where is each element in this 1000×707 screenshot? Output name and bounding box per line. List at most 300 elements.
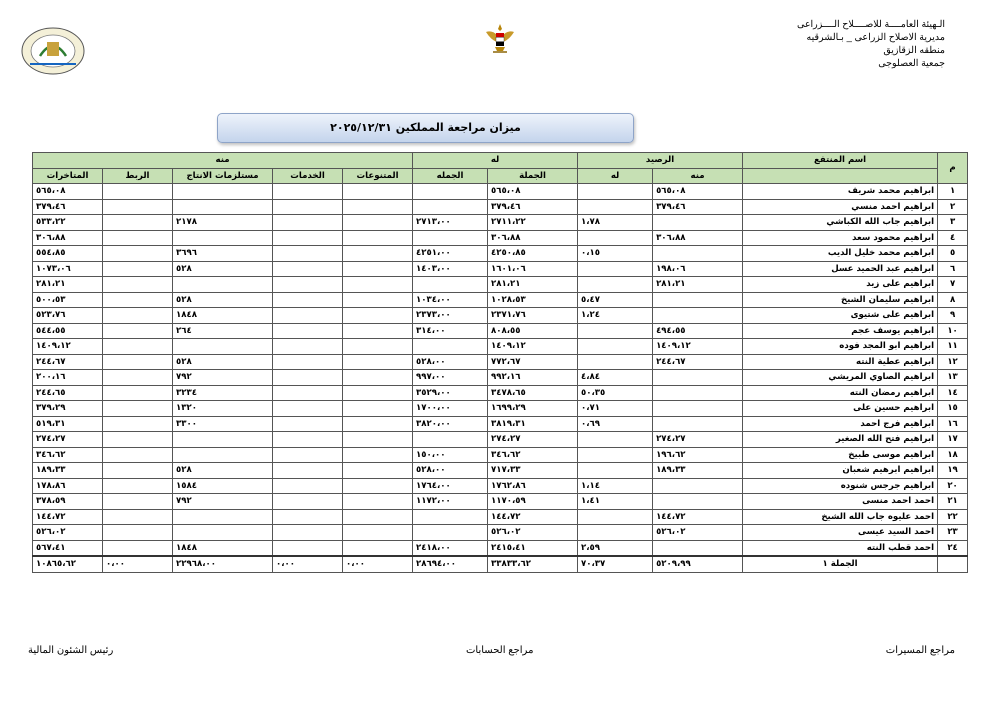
minh-total-cell: ٣٤٧٨،٦٥ bbox=[488, 385, 578, 401]
production-inputs-cell bbox=[173, 230, 273, 246]
lah-total-cell bbox=[413, 525, 488, 541]
balance-lah-cell bbox=[578, 432, 653, 448]
arrears-cell: ٥٥٤،٨٥ bbox=[33, 246, 103, 262]
beneficiary-name-cell: ابراهيم يوسف عجم bbox=[743, 323, 938, 339]
lah-total-cell: ٢٤١٨،٠٠ bbox=[413, 540, 488, 556]
production-inputs-cell bbox=[173, 447, 273, 463]
production-inputs-cell: ٢٦٤ bbox=[173, 323, 273, 339]
services-cell bbox=[273, 277, 343, 293]
assessment-cell bbox=[103, 230, 173, 246]
minh-total-cell: ١٧٦٢،٨٦ bbox=[488, 478, 578, 494]
header-bal-minh: منه bbox=[653, 168, 743, 184]
row-num-cell: ٢٠ bbox=[938, 478, 968, 494]
total-minh-jumla: ٣٣٨٣٣،٦٢ bbox=[488, 556, 578, 572]
row-num-cell: ١ bbox=[938, 184, 968, 200]
assessment-cell bbox=[103, 463, 173, 479]
table-row bbox=[33, 230, 968, 246]
row-num-cell: ٧ bbox=[938, 277, 968, 293]
ministry-logo-icon bbox=[20, 26, 86, 76]
balance-lah-cell: ٠،٧١ bbox=[578, 401, 653, 417]
production-inputs-cell bbox=[173, 199, 273, 215]
assessment-cell bbox=[103, 277, 173, 293]
beneficiary-name-cell: احمد احمد منسى bbox=[743, 494, 938, 510]
header-rabt: الربط bbox=[103, 168, 173, 184]
row-num-cell: ١٧ bbox=[938, 432, 968, 448]
assessment-cell bbox=[103, 525, 173, 541]
balance-minh-cell: ٥٢٦،٠٢ bbox=[653, 525, 743, 541]
lah-total-cell: ٣١٤،٠٠ bbox=[413, 323, 488, 339]
table-row bbox=[33, 370, 968, 386]
minh-total-cell: ٢٣٧١،٧٦ bbox=[488, 308, 578, 324]
arrears-cell: ٢٨١،٢١ bbox=[33, 277, 103, 293]
minh-total-cell: ٤٢٥٠،٨٥ bbox=[488, 246, 578, 262]
services-cell bbox=[273, 401, 343, 417]
table-row bbox=[33, 540, 968, 556]
minh-total-cell: ٥٢٦،٠٢ bbox=[488, 525, 578, 541]
table-row bbox=[33, 246, 968, 262]
arrears-cell: ٥٢٦،٠٢ bbox=[33, 525, 103, 541]
row-num-cell: ١٢ bbox=[938, 354, 968, 370]
table-row bbox=[33, 184, 968, 200]
row-num-cell: ١٠ bbox=[938, 323, 968, 339]
assessment-cell bbox=[103, 509, 173, 525]
minh-total-cell: ١٦٠١،٠٦ bbox=[488, 261, 578, 277]
total-mustalzamat: ٢٢٩٦٨،٠٠ bbox=[173, 556, 273, 572]
beneficiary-name-cell: احمد السيد عيسى bbox=[743, 525, 938, 541]
row-num-cell: ٢١ bbox=[938, 494, 968, 510]
beneficiary-name-cell: ابراهيم فرج احمد bbox=[743, 416, 938, 432]
balance-minh-cell bbox=[653, 401, 743, 417]
misc-cell bbox=[343, 261, 413, 277]
header-minh: منه bbox=[33, 153, 413, 169]
header-khadamat: الخدمات bbox=[273, 168, 343, 184]
misc-cell bbox=[343, 401, 413, 417]
arrears-cell: ١٤٠٩،١٢ bbox=[33, 339, 103, 355]
production-inputs-cell bbox=[173, 339, 273, 355]
table-row bbox=[33, 339, 968, 355]
table-row bbox=[33, 215, 968, 231]
arrears-cell: ٥٠٠،٥٣ bbox=[33, 292, 103, 308]
total-label: الجملة ١ bbox=[743, 556, 938, 572]
misc-cell bbox=[343, 370, 413, 386]
row-num-cell: ٢ bbox=[938, 199, 968, 215]
row-num-cell: ١٨ bbox=[938, 447, 968, 463]
table-row bbox=[33, 416, 968, 432]
minh-total-cell: ٢٨١،٢١ bbox=[488, 277, 578, 293]
balance-minh-cell bbox=[653, 478, 743, 494]
balance-minh-cell: ٢٧٤،٢٧ bbox=[653, 432, 743, 448]
minh-total-cell: ٨٠٨،٥٥ bbox=[488, 323, 578, 339]
minh-total-cell: ٢٤١٥،٤١ bbox=[488, 540, 578, 556]
misc-cell bbox=[343, 339, 413, 355]
total-bal-lah: ٧٠،٣٧ bbox=[578, 556, 653, 572]
balance-minh-cell: ٢٨١،٢١ bbox=[653, 277, 743, 293]
table-row bbox=[33, 292, 968, 308]
table-row bbox=[33, 261, 968, 277]
assessment-cell bbox=[103, 494, 173, 510]
lah-total-cell: ١٤٠٣،٠٠ bbox=[413, 261, 488, 277]
minh-total-cell: ٣٧٩،٤٦ bbox=[488, 199, 578, 215]
balance-minh-cell bbox=[653, 246, 743, 262]
total-bal-minh: ٥٢٠٩،٩٩ bbox=[653, 556, 743, 572]
lah-total-cell bbox=[413, 432, 488, 448]
lah-total-cell: ١٧٠٠،٠٠ bbox=[413, 401, 488, 417]
misc-cell bbox=[343, 432, 413, 448]
lah-total-cell: ٢٧١٣،٠٠ bbox=[413, 215, 488, 231]
services-cell bbox=[273, 385, 343, 401]
total-mutanawiat: ٠،٠٠ bbox=[343, 556, 413, 572]
table-row bbox=[33, 525, 968, 541]
production-inputs-cell: ٣٢٣٤ bbox=[173, 385, 273, 401]
production-inputs-cell bbox=[173, 277, 273, 293]
row-num-cell: ٩ bbox=[938, 308, 968, 324]
row-num-cell: ٤ bbox=[938, 230, 968, 246]
beneficiary-name-cell: ابراهيم محمود سعد bbox=[743, 230, 938, 246]
row-num-cell: ٢٤ bbox=[938, 540, 968, 556]
assessment-cell bbox=[103, 184, 173, 200]
minh-total-cell: ٩٩٢،١٦ bbox=[488, 370, 578, 386]
services-cell bbox=[273, 494, 343, 510]
arrears-cell: ٢٤٤،٦٧ bbox=[33, 354, 103, 370]
arrears-cell: ٣٧٩،٢٩ bbox=[33, 401, 103, 417]
arrears-cell: ١٠٧٣،٠٦ bbox=[33, 261, 103, 277]
beneficiary-name-cell: ابراهيم رمضان النته bbox=[743, 385, 938, 401]
beneficiary-name-cell: ابراهيم ابرهيم شعبان bbox=[743, 463, 938, 479]
arrears-cell: ٢٤٤،٦٥ bbox=[33, 385, 103, 401]
beneficiary-name-cell: ابراهيم محمد شريف bbox=[743, 184, 938, 200]
assessment-cell bbox=[103, 199, 173, 215]
production-inputs-cell: ٥٢٨ bbox=[173, 463, 273, 479]
lah-total-cell bbox=[413, 509, 488, 525]
balance-minh-cell bbox=[653, 540, 743, 556]
balance-lah-cell bbox=[578, 199, 653, 215]
balance-lah-cell: ٠،١٥ bbox=[578, 246, 653, 262]
balance-minh-cell: ١٨٩،٣٣ bbox=[653, 463, 743, 479]
balance-minh-cell bbox=[653, 292, 743, 308]
balance-minh-cell: ١٤٤،٧٢ bbox=[653, 509, 743, 525]
misc-cell bbox=[343, 509, 413, 525]
minh-total-cell: ١٤٤،٧٢ bbox=[488, 509, 578, 525]
arrears-cell: ٥٢٣،٧٦ bbox=[33, 308, 103, 324]
services-cell bbox=[273, 246, 343, 262]
arrears-cell: ٣٧٨،٥٩ bbox=[33, 494, 103, 510]
lah-total-cell: ١٠٣٤،٠٠ bbox=[413, 292, 488, 308]
production-inputs-cell: ١٥٨٤ bbox=[173, 478, 273, 494]
misc-cell bbox=[343, 292, 413, 308]
misc-cell bbox=[343, 494, 413, 510]
arrears-cell: ٥١٩،٣١ bbox=[33, 416, 103, 432]
org-line-3: منطقه الزقازيق bbox=[883, 45, 945, 56]
balance-lah-cell: ٢،٥٩ bbox=[578, 540, 653, 556]
row-num-cell: ٨ bbox=[938, 292, 968, 308]
lah-total-cell: ٢٣٧٣،٠٠ bbox=[413, 308, 488, 324]
services-cell bbox=[273, 432, 343, 448]
beneficiary-name-cell: احمد عليوه جاب الله الشيخ bbox=[743, 509, 938, 525]
services-cell bbox=[273, 370, 343, 386]
balance-minh-cell: ١٤٠٩،١٢ bbox=[653, 339, 743, 355]
trial-balance-table bbox=[32, 152, 968, 573]
signature-finance-head: رئيس الشئون المالية bbox=[28, 645, 114, 656]
arrears-cell: ١٨٩،٣٣ bbox=[33, 463, 103, 479]
production-inputs-cell bbox=[173, 509, 273, 525]
assessment-cell bbox=[103, 401, 173, 417]
production-inputs-cell bbox=[173, 432, 273, 448]
row-num-cell: ١١ bbox=[938, 339, 968, 355]
misc-cell bbox=[343, 478, 413, 494]
beneficiary-name-cell: ابراهيم سليمان الشيخ bbox=[743, 292, 938, 308]
production-inputs-cell: ٥٢٨ bbox=[173, 261, 273, 277]
misc-cell bbox=[343, 230, 413, 246]
total-lah-jumla: ٢٨٦٩٤،٠٠ bbox=[413, 556, 488, 572]
misc-cell bbox=[343, 246, 413, 262]
beneficiary-name-cell: ابراهيم محمد خليل الديب bbox=[743, 246, 938, 262]
table-row bbox=[33, 199, 968, 215]
production-inputs-cell: ٣٦٩٦ bbox=[173, 246, 273, 262]
table-row bbox=[33, 323, 968, 339]
assessment-cell bbox=[103, 292, 173, 308]
minh-total-cell: ٥٦٥،٠٨ bbox=[488, 184, 578, 200]
balance-lah-cell: ٥،٤٧ bbox=[578, 292, 653, 308]
arrears-cell: ٢٠٠،١٦ bbox=[33, 370, 103, 386]
arrears-cell: ٥٣٣،٢٢ bbox=[33, 215, 103, 231]
total-mutakhirat: ١٠٨٦٥،٦٢ bbox=[33, 556, 103, 572]
balance-minh-cell bbox=[653, 385, 743, 401]
misc-cell bbox=[343, 540, 413, 556]
misc-cell bbox=[343, 277, 413, 293]
balance-lah-cell bbox=[578, 354, 653, 370]
balance-lah-cell bbox=[578, 261, 653, 277]
row-num-cell: ٦ bbox=[938, 261, 968, 277]
row-num-cell: ٢٢ bbox=[938, 509, 968, 525]
misc-cell bbox=[343, 525, 413, 541]
assessment-cell bbox=[103, 323, 173, 339]
report-title: ميزان مراجعة المملكين ٢٠٢٥/١٢/٣١ bbox=[217, 113, 634, 143]
minh-total-cell: ٣٨١٩،٣١ bbox=[488, 416, 578, 432]
beneficiary-name-cell: ابراهيم عبد الحميد عسل bbox=[743, 261, 938, 277]
lah-total-cell bbox=[413, 199, 488, 215]
minh-total-cell: ١٦٩٩،٢٩ bbox=[488, 401, 578, 417]
beneficiary-name-cell: ابراهيم جرجس شنوده bbox=[743, 478, 938, 494]
row-num-cell: ١٩ bbox=[938, 463, 968, 479]
row-num-cell: ١٣ bbox=[938, 370, 968, 386]
balance-minh-cell bbox=[653, 416, 743, 432]
balance-lah-cell bbox=[578, 509, 653, 525]
assessment-cell bbox=[103, 478, 173, 494]
total-row bbox=[33, 556, 968, 572]
header-minh-jumla: الجملة bbox=[488, 168, 578, 184]
lah-total-cell bbox=[413, 339, 488, 355]
production-inputs-cell: ٧٩٢ bbox=[173, 370, 273, 386]
assessment-cell bbox=[103, 370, 173, 386]
services-cell bbox=[273, 215, 343, 231]
balance-minh-cell bbox=[653, 494, 743, 510]
services-cell bbox=[273, 230, 343, 246]
minh-total-cell: ٢٧١١،٢٢ bbox=[488, 215, 578, 231]
lah-total-cell: ١٥٠،٠٠ bbox=[413, 447, 488, 463]
balance-minh-cell: ٣٠٦،٨٨ bbox=[653, 230, 743, 246]
minh-total-cell: ١٠٢٨،٥٣ bbox=[488, 292, 578, 308]
header-name-blank bbox=[743, 168, 938, 184]
lah-total-cell: ٤٢٥١،٠٠ bbox=[413, 246, 488, 262]
table-row bbox=[33, 354, 968, 370]
balance-lah-cell bbox=[578, 525, 653, 541]
row-num-cell: ١٤ bbox=[938, 385, 968, 401]
beneficiary-name-cell: ابراهيم فتح الله الصغير bbox=[743, 432, 938, 448]
arrears-cell: ٥٦٧،٤١ bbox=[33, 540, 103, 556]
arrears-cell: ٢٧٤،٢٧ bbox=[33, 432, 103, 448]
beneficiary-name-cell: ابراهيم عطية النته bbox=[743, 354, 938, 370]
header-name: اسم المنتفع bbox=[743, 153, 938, 169]
services-cell bbox=[273, 339, 343, 355]
lah-total-cell: ٥٢٨،٠٠ bbox=[413, 463, 488, 479]
minh-total-cell: ٧١٧،٣٣ bbox=[488, 463, 578, 479]
production-inputs-cell: ٥٢٨ bbox=[173, 354, 273, 370]
assessment-cell bbox=[103, 540, 173, 556]
balance-minh-cell bbox=[653, 308, 743, 324]
signature-payroll-auditor: مراجع المسيرات bbox=[885, 645, 955, 656]
arrears-cell: ٣٤٦،٦٢ bbox=[33, 447, 103, 463]
services-cell bbox=[273, 463, 343, 479]
beneficiary-name-cell: ابراهيم حسين على bbox=[743, 401, 938, 417]
minh-total-cell: ١٤٠٩،١٢ bbox=[488, 339, 578, 355]
row-num-cell: ١٥ bbox=[938, 401, 968, 417]
minh-total-cell: ٢٧٤،٢٧ bbox=[488, 432, 578, 448]
org-line-1: الـهيئة العامــــة للاصــــلاح الــــزراعى bbox=[796, 19, 945, 30]
table-row bbox=[33, 277, 968, 293]
balance-lah-cell bbox=[578, 339, 653, 355]
lah-total-cell bbox=[413, 230, 488, 246]
balance-lah-cell bbox=[578, 463, 653, 479]
balance-lah-cell bbox=[578, 447, 653, 463]
assessment-cell bbox=[103, 432, 173, 448]
table-row bbox=[33, 494, 968, 510]
header-num: م bbox=[938, 153, 968, 184]
misc-cell bbox=[343, 385, 413, 401]
balance-lah-cell: ٥٠،٣٥ bbox=[578, 385, 653, 401]
organization-header bbox=[725, 18, 945, 70]
header-lah: له bbox=[413, 153, 578, 169]
services-cell bbox=[273, 509, 343, 525]
services-cell bbox=[273, 525, 343, 541]
production-inputs-cell: ٧٩٢ bbox=[173, 494, 273, 510]
production-inputs-cell: ١٣٢٠ bbox=[173, 401, 273, 417]
balance-lah-cell: ١،٧٨ bbox=[578, 215, 653, 231]
lah-total-cell: ٥٢٨،٠٠ bbox=[413, 354, 488, 370]
balance-lah-cell bbox=[578, 277, 653, 293]
balance-lah-cell bbox=[578, 184, 653, 200]
assessment-cell bbox=[103, 261, 173, 277]
minh-total-cell: ٣٠٦،٨٨ bbox=[488, 230, 578, 246]
misc-cell bbox=[343, 184, 413, 200]
services-cell bbox=[273, 416, 343, 432]
misc-cell bbox=[343, 199, 413, 215]
lah-total-cell: ١١٧٢،٠٠ bbox=[413, 494, 488, 510]
assessment-cell bbox=[103, 354, 173, 370]
lah-total-cell: ٩٩٧،٠٠ bbox=[413, 370, 488, 386]
balance-lah-cell bbox=[578, 323, 653, 339]
lah-total-cell: ٣٨٢٠،٠٠ bbox=[413, 416, 488, 432]
row-num-cell: ١٦ bbox=[938, 416, 968, 432]
arrears-cell: ٥٤٤،٥٥ bbox=[33, 323, 103, 339]
header-mustalzamat: مستلزمات الانتاج bbox=[173, 168, 273, 184]
signature-accounts-auditor: مراجع الحسابات bbox=[466, 645, 534, 656]
balance-lah-cell: ١،١٤ bbox=[578, 478, 653, 494]
misc-cell bbox=[343, 323, 413, 339]
header-lah-jumla: الجمله bbox=[413, 168, 488, 184]
table-row bbox=[33, 509, 968, 525]
beneficiary-name-cell: ابراهيم جاب الله الكباشي bbox=[743, 215, 938, 231]
services-cell bbox=[273, 199, 343, 215]
services-cell bbox=[273, 354, 343, 370]
beneficiary-name-cell: ابراهيم على زيد bbox=[743, 277, 938, 293]
table-row bbox=[33, 401, 968, 417]
total-num-cell bbox=[938, 556, 968, 572]
services-cell bbox=[273, 184, 343, 200]
assessment-cell bbox=[103, 447, 173, 463]
balance-minh-cell: ١٩٨،٠٦ bbox=[653, 261, 743, 277]
assessment-cell bbox=[103, 308, 173, 324]
services-cell bbox=[273, 540, 343, 556]
misc-cell bbox=[343, 416, 413, 432]
table-row bbox=[33, 432, 968, 448]
table-row bbox=[33, 385, 968, 401]
row-num-cell: ٣ bbox=[938, 215, 968, 231]
production-inputs-cell: ٣٣٠٠ bbox=[173, 416, 273, 432]
balance-minh-cell: ٣٧٩،٤٦ bbox=[653, 199, 743, 215]
production-inputs-cell bbox=[173, 525, 273, 541]
lah-total-cell bbox=[413, 184, 488, 200]
balance-lah-cell: ٠،٦٩ bbox=[578, 416, 653, 432]
production-inputs-cell bbox=[173, 184, 273, 200]
total-rabt: ٠،٠٠ bbox=[103, 556, 173, 572]
production-inputs-cell: ٥٢٨ bbox=[173, 292, 273, 308]
misc-cell bbox=[343, 215, 413, 231]
misc-cell bbox=[343, 447, 413, 463]
assessment-cell bbox=[103, 339, 173, 355]
arrears-cell: ١٤٤،٧٢ bbox=[33, 509, 103, 525]
beneficiary-name-cell: ابراهيم ابو المجد فوده bbox=[743, 339, 938, 355]
arrears-cell: ٥٦٥،٠٨ bbox=[33, 184, 103, 200]
table-row bbox=[33, 447, 968, 463]
services-cell bbox=[273, 478, 343, 494]
services-cell bbox=[273, 323, 343, 339]
misc-cell bbox=[343, 354, 413, 370]
balance-minh-cell bbox=[653, 370, 743, 386]
services-cell bbox=[273, 447, 343, 463]
table-row bbox=[33, 308, 968, 324]
arrears-cell: ١٧٨،٨٦ bbox=[33, 478, 103, 494]
production-inputs-cell: ١٨٤٨ bbox=[173, 308, 273, 324]
header-bal-lah: له bbox=[578, 168, 653, 184]
beneficiary-name-cell: احمد قطب النته bbox=[743, 540, 938, 556]
services-cell bbox=[273, 261, 343, 277]
table-row bbox=[33, 463, 968, 479]
misc-cell bbox=[343, 308, 413, 324]
arrears-cell: ٣٧٩،٤٦ bbox=[33, 199, 103, 215]
beneficiary-name-cell: ابراهيم الصاوي المريشي bbox=[743, 370, 938, 386]
balance-lah-cell bbox=[578, 230, 653, 246]
balance-lah-cell: ٤،٨٤ bbox=[578, 370, 653, 386]
balance-minh-cell: ٤٩٤،٥٥ bbox=[653, 323, 743, 339]
row-num-cell: ٥ bbox=[938, 246, 968, 262]
assessment-cell bbox=[103, 385, 173, 401]
balance-minh-cell: ٥٦٥،٠٨ bbox=[653, 184, 743, 200]
assessment-cell bbox=[103, 246, 173, 262]
balance-lah-cell: ١،٢٤ bbox=[578, 308, 653, 324]
arrears-cell: ٣٠٦،٨٨ bbox=[33, 230, 103, 246]
production-inputs-cell: ١٨٤٨ bbox=[173, 540, 273, 556]
header-mutakhirat: المتاخرات bbox=[33, 168, 103, 184]
